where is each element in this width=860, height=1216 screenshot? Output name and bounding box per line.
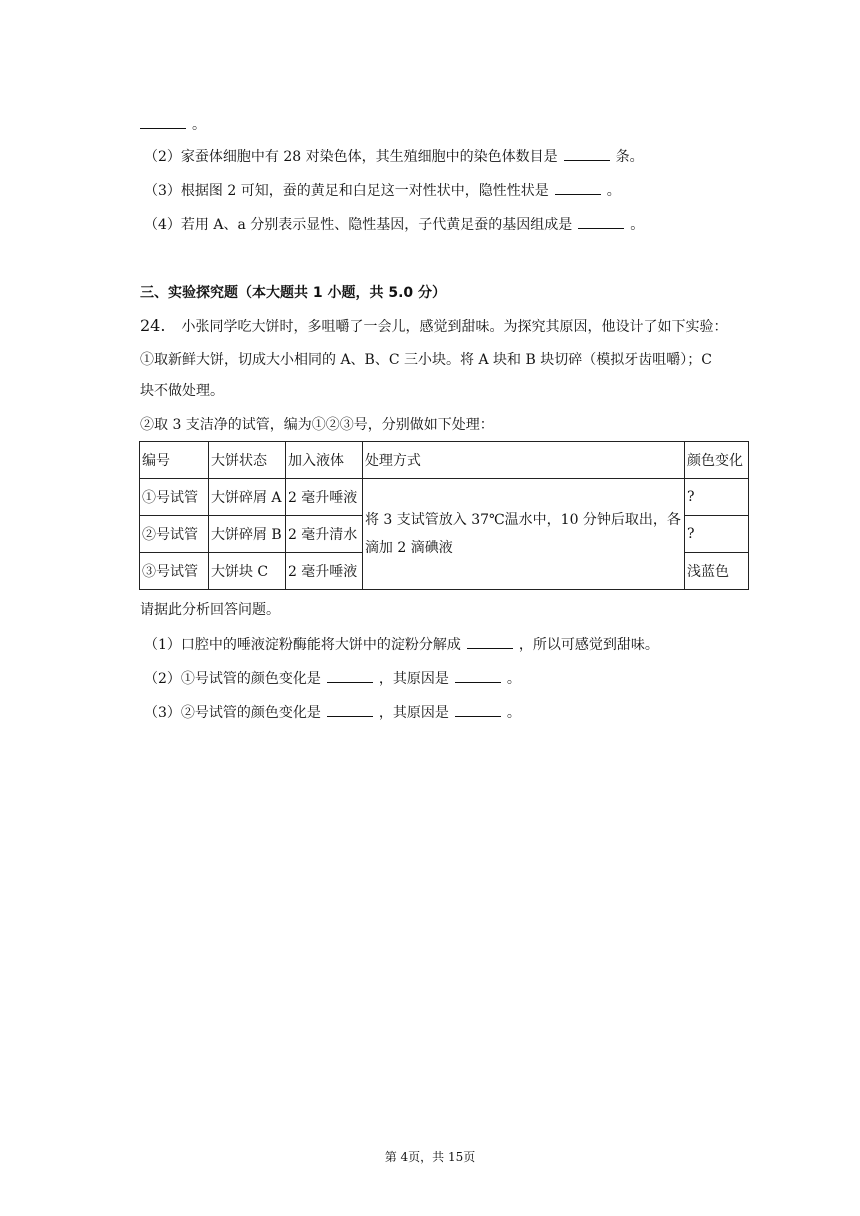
sub-question-4: [144, 214, 644, 235]
liquid-cell: 2 毫升唾液: [285, 479, 362, 516]
question-24-line-2: ①取新鲜大饼，切成大小相同的 A、B、C 三小块。将 A 块和 B 块切碎（模拟牙齿咀嚼）；C: [140, 352, 712, 368]
tube-id-cell: ③号试管: [140, 553, 209, 590]
analysis-intro: 请据此分析回答问题。: [140, 602, 280, 618]
sub-question-4-text: （4）若用 A、a 分别表示显性、隐性基因，子代黄足蚕的基因组成是: [144, 217, 573, 233]
experiment-table: [139, 441, 749, 590]
analysis-question-1-tail: ，所以可感觉到甜味。: [518, 637, 659, 653]
process-cell: 将 3 支试管放入 37℃温水中，10 分钟后取出，各滴加 2 滴碘液: [362, 479, 684, 590]
answer-blank: [327, 668, 373, 683]
tube-id-cell: ②号试管: [140, 516, 209, 553]
page-footer: 第 4页，共 15页: [384, 1150, 476, 1164]
sub-question-3-tail: 。: [606, 183, 621, 199]
sub-question-2-tail: 条。: [615, 149, 644, 165]
tube-id-cell: ①号试管: [140, 479, 209, 516]
table-header-cell: 编号: [140, 442, 209, 479]
analysis-question-2-tail: 。: [506, 671, 521, 687]
analysis-question-2-text: （2）①号试管的颜色变化是: [144, 671, 321, 687]
table-header-cell: 加入液体: [285, 442, 362, 479]
cake-state-cell: 大饼块 C: [208, 553, 285, 590]
answer-blank: [327, 702, 373, 717]
color-change-cell: ?: [684, 479, 748, 516]
analysis-question-1: [144, 634, 659, 655]
color-change-cell: ?: [684, 516, 748, 553]
answer-blank: [578, 214, 624, 229]
question-24-line-1: [140, 316, 727, 337]
section-title: 三、实验探究题（本大题共 1 小题，共 5.0 分）: [140, 285, 447, 301]
table-row: [140, 479, 749, 516]
table-header-cell: 颜色变化: [684, 442, 748, 479]
answer-blank: [555, 180, 601, 195]
sub-question-2: [144, 146, 644, 167]
analysis-question-3-text: （3）②号试管的颜色变化是: [144, 705, 321, 721]
answer-blank: [455, 702, 501, 717]
sub-question-3: [144, 180, 621, 201]
question-24-line-3: 块不做处理。: [140, 383, 224, 399]
liquid-cell: 2 毫升清水: [285, 516, 362, 553]
answer-blank: [140, 114, 186, 129]
answer-blank: [467, 634, 513, 649]
table-header-cell: 大饼状态: [208, 442, 285, 479]
cake-state-cell: 大饼碎屑 A: [208, 479, 285, 516]
analysis-question-2-mid: ，其原因是: [378, 671, 449, 687]
table-header-row: [140, 442, 749, 479]
cake-state-cell: 大饼碎屑 B: [208, 516, 285, 553]
question-24-stem: 小张同学吃大饼时，多咀嚼了一会儿，感觉到甜味。为探究其原因，他设计了如下实验：: [181, 319, 728, 335]
analysis-question-3: [144, 702, 521, 723]
analysis-question-2: [144, 668, 521, 689]
continuation-end: 。: [192, 117, 206, 133]
sub-question-4-tail: 。: [630, 217, 645, 233]
liquid-cell: 2 毫升唾液: [285, 553, 362, 590]
color-change-cell: 浅蓝色: [684, 553, 748, 590]
answer-blank: [564, 146, 610, 161]
answer-blank: [455, 668, 501, 683]
sub-question-2-text: （2）家蚕体细胞中有 28 对染色体，其生殖细胞中的染色体数目是: [144, 149, 558, 165]
continuation-line: [140, 114, 206, 135]
question-24-line-4: ②取 3 支洁净的试管，编为①②③号，分别做如下处理：: [140, 417, 494, 433]
analysis-question-1-text: （1）口腔中的唾液淀粉酶能将大饼中的淀粉分解成: [144, 637, 461, 653]
analysis-question-3-tail: 。: [506, 705, 521, 721]
question-number: 24.: [140, 316, 166, 335]
analysis-question-3-mid: ，其原因是: [378, 705, 449, 721]
table-header-cell: 处理方式: [362, 442, 684, 479]
sub-question-3-text: （3）根据图 2 可知，蚕的黄足和白足这一对性状中，隐性性状是: [144, 183, 549, 199]
